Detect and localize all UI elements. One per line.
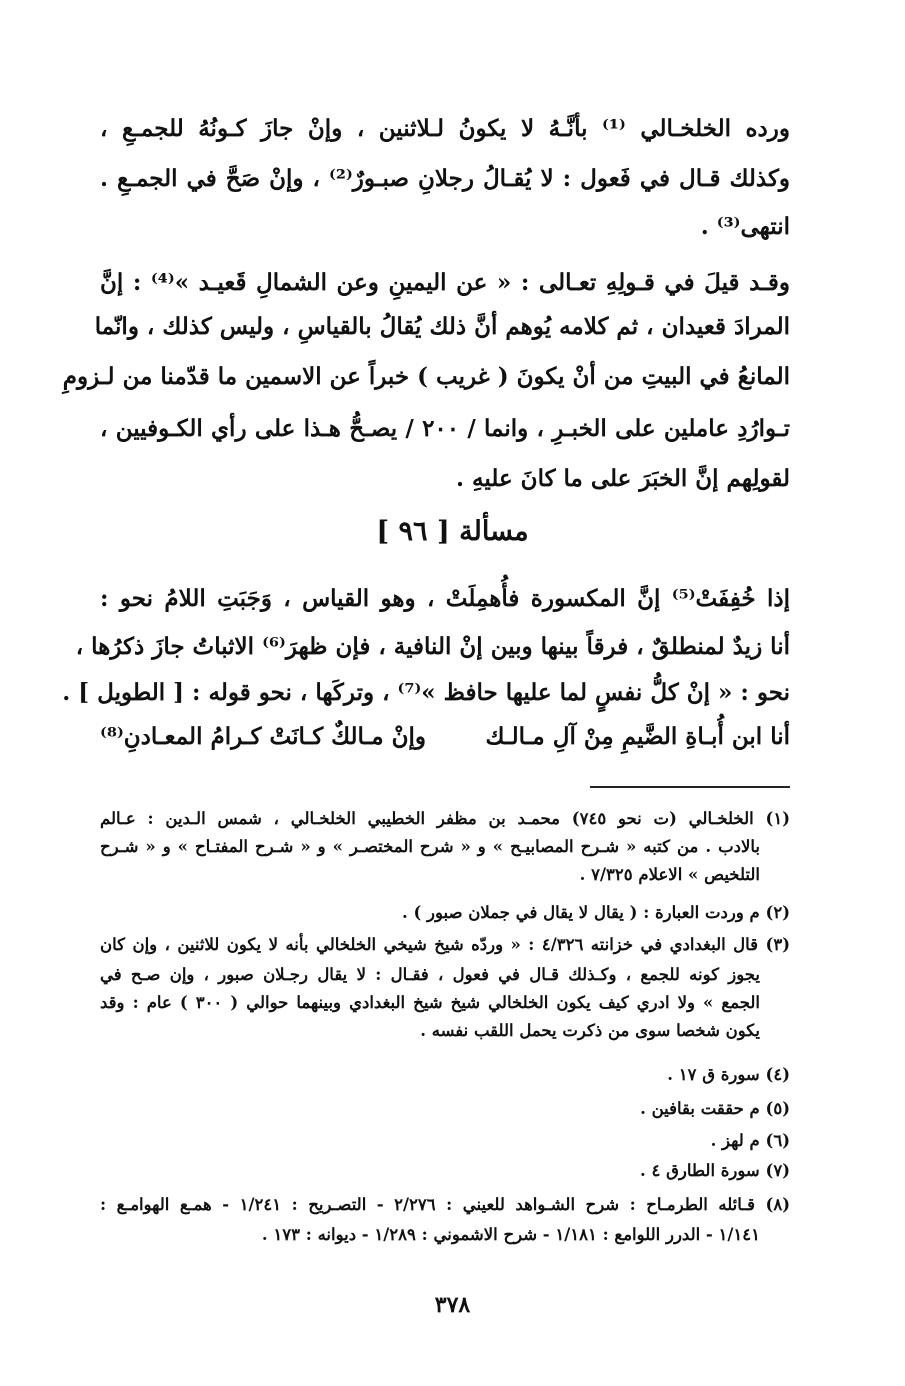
body-line: المانعُ في البيتِ من أنْ يكونَ ( غريب ) خبراً عن الاسمين ما قدّمنا من لـزومِ xyxy=(62,363,790,390)
footnote-line: (٧) سورة الطارق ٤ . xyxy=(639,1161,790,1180)
footnote-line: التلخيص » الاعلام ٧/٣٢٥ . xyxy=(579,865,760,884)
verse xyxy=(100,720,790,754)
footnote-line: (٦) م لهز . xyxy=(710,1131,790,1150)
body-line: وكذلك قـال في فَعول : لا يُقـالُ رجلانِ صبـورٌ⁽²⁾ ، وإنْ صَحَّ في الجمـعِ . xyxy=(100,165,791,192)
footnote-line: يكون شخصا سوى من ذكرت يحمل اللقب نفسه . xyxy=(420,1021,760,1040)
section-line: نحو : « إنْ كلُّ نفسٍ لما عليها حافظ »⁽⁷⁾ ، وتركَها ، نحو قوله : [ الطويل ] . xyxy=(62,679,790,706)
footnote-line: ١/١٤١ - الدرر اللوامع : ١/١٨١ - شرح الاشموني : ١/٢٨٩ - ديوانه : ١٧٣ . xyxy=(261,1225,760,1244)
footnote-line: (٥) م حققت بقافين . xyxy=(640,1099,790,1118)
body-line: وقـد قيلَ في قـولِهِ تعـالى : « عن اليمينِ وعن الشمالِ قَعيـد »⁽⁴⁾ : إنَّ xyxy=(100,269,790,296)
section-title: مسألة [ ٩٦ ] xyxy=(376,516,529,547)
footnote-line: (٣) قال البغدادي في خزانته ٤/٣٢٦ : « وردّه شيخ شيخي الخلخالي بأنه لا يكون للاثنين ، وإن كان xyxy=(100,935,790,954)
body-line: المرادَ قعيدان ، ثم كلامه يُوهم أنَّ ذلك يُقالُ بالقياسِ ، وليس كذلك ، وانّما xyxy=(94,313,790,340)
footnote-line: (٤) سورة ق ١٧ . xyxy=(667,1065,790,1084)
section-line: إذا خُفِفَتْ⁽⁵⁾ إنَّ المكسورة فأُهمِلَتْ ، وهو القياس ، وَجَبَتِ اللامُ نحو : xyxy=(100,585,790,612)
body-line: لقولِهم إنَّ الخبَرَ على ما كانَ عليهِ . xyxy=(456,465,790,492)
body-line: انتهى⁽³⁾ . xyxy=(700,213,790,240)
verse-second-hemistich: وإنْ مـالكٌ كـانَتْ كـرامُ المعـادنِ⁽⁸⁾ xyxy=(100,723,427,750)
footnote-line: (٢) م وردت العبارة : ( يقال لا يقال في جملان صبور ) . xyxy=(402,903,790,922)
footnote-separator xyxy=(590,786,790,788)
footnote-line: (٨) قـائله الطرمـاح : شرح الشـواهد للعيني : ٢/٢٧٦ - التصـريح : ١/٢٤١ - همـع الهوامـع : xyxy=(100,1195,790,1214)
verse-first-hemistich: أنا ابن أُبـاةِ الضَّيمِ مِنْ آلِ مـالـك xyxy=(485,723,790,750)
footnote-line: (١) الخلخـالي (ت نحو ٧٤٥) محمـد بن مظفر الخطيبي الخلخـالي ، شمس الـدين : عـالم xyxy=(100,809,790,828)
body-line: ورده الخلخـالي ⁽¹⁾ بأنَّـهُ لا يكونُ لـلاثنين ، وإنْ جازَ كـونُهُ للجمـعِ ، xyxy=(100,115,790,142)
page-number: ٣٧٨ xyxy=(434,1292,471,1318)
footnote-line: يجوز كونه للجمع ، وكـذلك قـال في فعول ، فقـال : لا يقال رجـلان صبور ، وإن صـح في xyxy=(100,965,760,984)
footnote-line: بالادب . من كتبه « شـرح المصابيـح » و « شرح المختصـر » و « شـرح المفتـاح » و « شـرح xyxy=(100,837,760,856)
body-line: تـوارُدِ عاملين على الخبـرِ ، وانما / ٢٠٠ / يصـحُّ هـذا على رأي الكـوفيين ، xyxy=(100,415,791,442)
section-line: أنا زيدٌ لمنطلقٌ ، فرقاً بينها وبين إنْ النافية ، فإن ظهرَ⁽⁶⁾ الاثباتُ جازَ ذكرُها ، xyxy=(75,633,790,660)
footnote-line: الجمع » ولا ادري كيف يكون الخلخالي شيخ شيخ البغدادي وبينهما حوالي ( ٣٠٠ ) عام : وقد xyxy=(100,993,761,1012)
